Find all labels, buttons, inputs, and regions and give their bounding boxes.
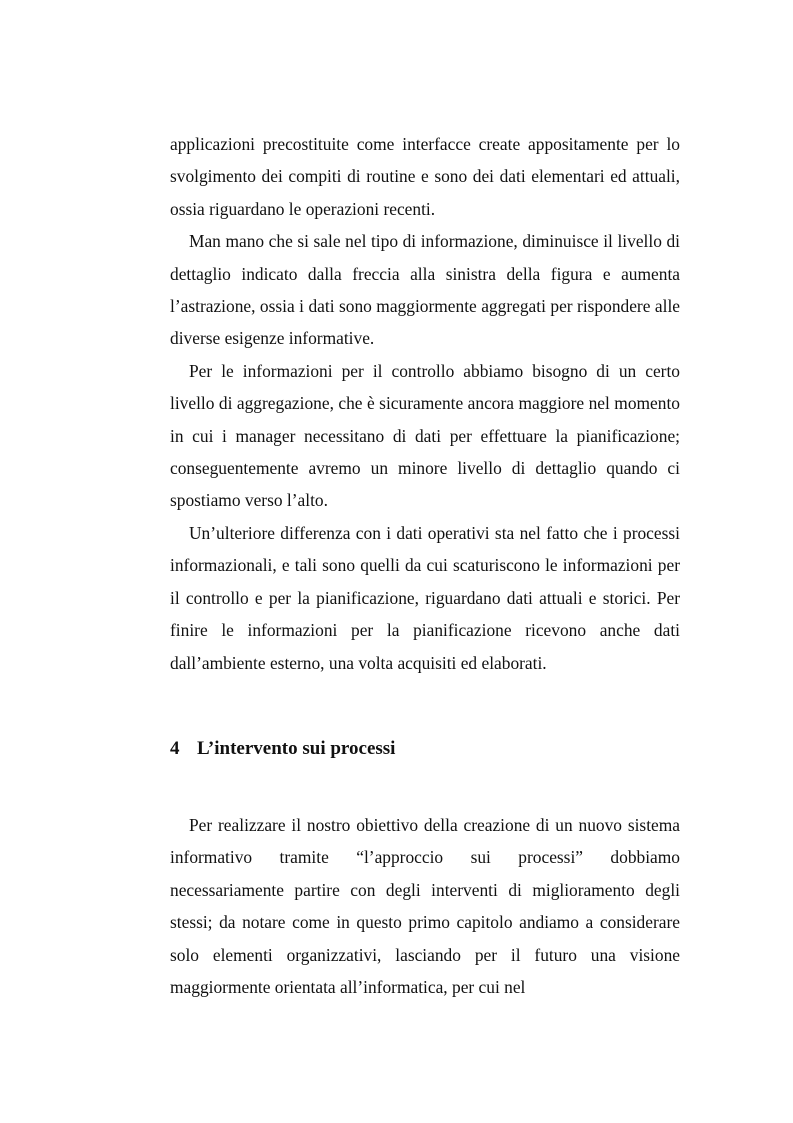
paragraph-informational-processes: Un’ulteriore differenza con i dati operativi sta nel fatto che i processi informazionali, e tali sono quelli da cui scaturiscono le informazioni per il controllo e per la pianificazione, riguardano dati attuali e storici. Per finire le informazioni per la pianificazione ricevono anche dati dall’ambiente esterno, una volta acquisiti ed elaborati. bbox=[170, 522, 680, 673]
paragraph-control-information: Per le informazioni per il controllo abbiamo bisogno di un certo livello di aggregazione, che è sicuramente ancora maggiore nel momento in cui i manager necessitano di dati per effettuare la pianificazione; conseguentemente avremo un minore livello di dettaglio quando ci spostiamo verso l’alto. bbox=[170, 360, 680, 511]
paragraph-continuation: applicazioni precostituite come interfacce create appositamente per lo svolgimento dei compiti di routine e sono dei dati elementari ed attuali, ossia riguardano le operazioni recenti. bbox=[170, 134, 680, 219]
spacer bbox=[170, 765, 680, 809]
section-number: 4 bbox=[170, 737, 180, 759]
paragraph-process-intervention: Per realizzare il nostro obiettivo della creazione di un nuovo sistema informativo tramite “l’approccio sui processi” dobbiamo necessariamente partire con degli interventi di miglioramento degli stessi; da notare come in questo primo capitolo andiamo a considerare solo elementi organizzativi, lasciando per il futuro una visione maggiormente orientata all’informatica, per cui nel bbox=[170, 814, 680, 997]
document-page bbox=[170, 128, 680, 1003]
section-heading bbox=[170, 733, 680, 765]
section-title: L’intervento sui processi bbox=[197, 737, 396, 759]
paragraph-abstraction-level: Man mano che si sale nel tipo di informazione, diminuisce il livello di dettaglio indicato dalla freccia alla sinistra della figura e aumenta l’astrazione, ossia i dati sono maggiormente aggregati per rispondere alle diverse esigenze informative. bbox=[170, 231, 680, 349]
spacer bbox=[170, 679, 680, 733]
